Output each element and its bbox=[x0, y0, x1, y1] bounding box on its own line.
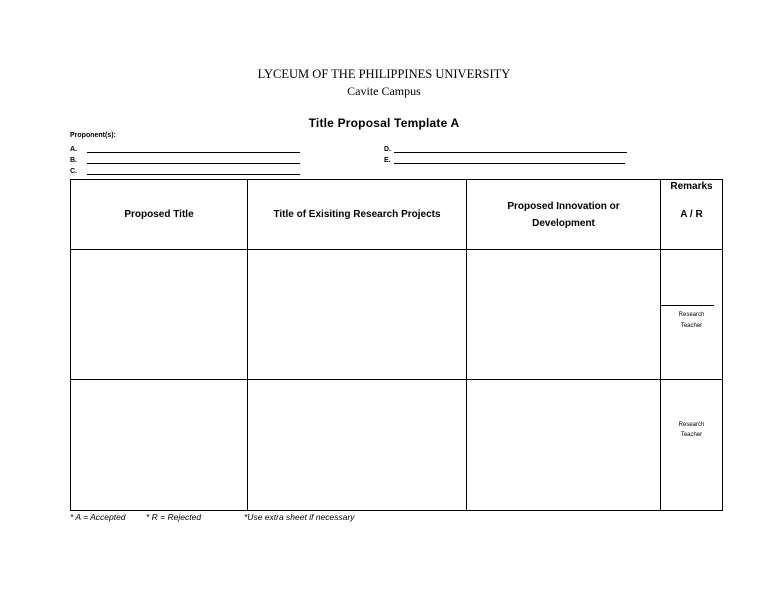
proponent-line-d bbox=[384, 145, 627, 154]
footnote-accepted: * A = Accepted bbox=[70, 512, 126, 522]
document-title: Title Proposal Template A bbox=[308, 116, 460, 130]
table-header-row bbox=[71, 180, 723, 250]
proposed-title-cell[interactable] bbox=[71, 380, 248, 511]
proponent-line-a bbox=[70, 145, 300, 154]
remarks-cell[interactable] bbox=[661, 380, 723, 511]
header-proposed-innovation: Proposed Innovation or Development bbox=[467, 180, 661, 250]
proponent-letter: A. bbox=[70, 146, 77, 153]
remarks-title: Remarks bbox=[670, 181, 713, 192]
table-row bbox=[71, 250, 723, 380]
signatory-label: Teacher bbox=[680, 432, 703, 438]
existing-research-cell[interactable] bbox=[248, 380, 467, 511]
proposal-table bbox=[70, 179, 723, 511]
proponent-line-e bbox=[384, 156, 627, 165]
header-existing-research: Title of Exisiting Research Projects bbox=[248, 180, 467, 250]
proponent-letter: D. bbox=[384, 146, 391, 153]
proponent-letter: C. bbox=[70, 168, 77, 175]
signatory-label: Research bbox=[678, 312, 705, 318]
proponent-letter: B. bbox=[70, 157, 77, 164]
proponent-letter: E. bbox=[384, 157, 391, 164]
header-proposed-title: Proposed Title bbox=[71, 180, 248, 250]
proposed-innovation-cell[interactable] bbox=[467, 380, 661, 511]
signatory-label: Teacher bbox=[680, 323, 703, 329]
remarks-code: A / R bbox=[680, 209, 703, 220]
table-row bbox=[71, 380, 723, 511]
proponents-label: Proponent(s): bbox=[70, 132, 116, 139]
signatory-label: Research bbox=[678, 422, 705, 428]
proponent-line-c bbox=[70, 167, 300, 176]
proponent-line-b bbox=[70, 156, 300, 165]
header-remarks bbox=[661, 180, 723, 250]
existing-research-cell[interactable] bbox=[248, 250, 467, 380]
footnote-rejected: * R = Rejected bbox=[146, 512, 202, 522]
proposed-innovation-cell[interactable] bbox=[467, 250, 661, 380]
campus-name: Cavite Campus bbox=[347, 84, 421, 98]
signature-line bbox=[661, 305, 714, 306]
footnote-extra-sheet: *Use extra sheet if necessary bbox=[244, 512, 355, 522]
proposed-title-cell[interactable] bbox=[71, 250, 248, 380]
university-name: LYCEUM OF THE PHILIPPINES UNIVERSITY bbox=[257, 67, 511, 81]
remarks-cell[interactable] bbox=[661, 250, 723, 380]
